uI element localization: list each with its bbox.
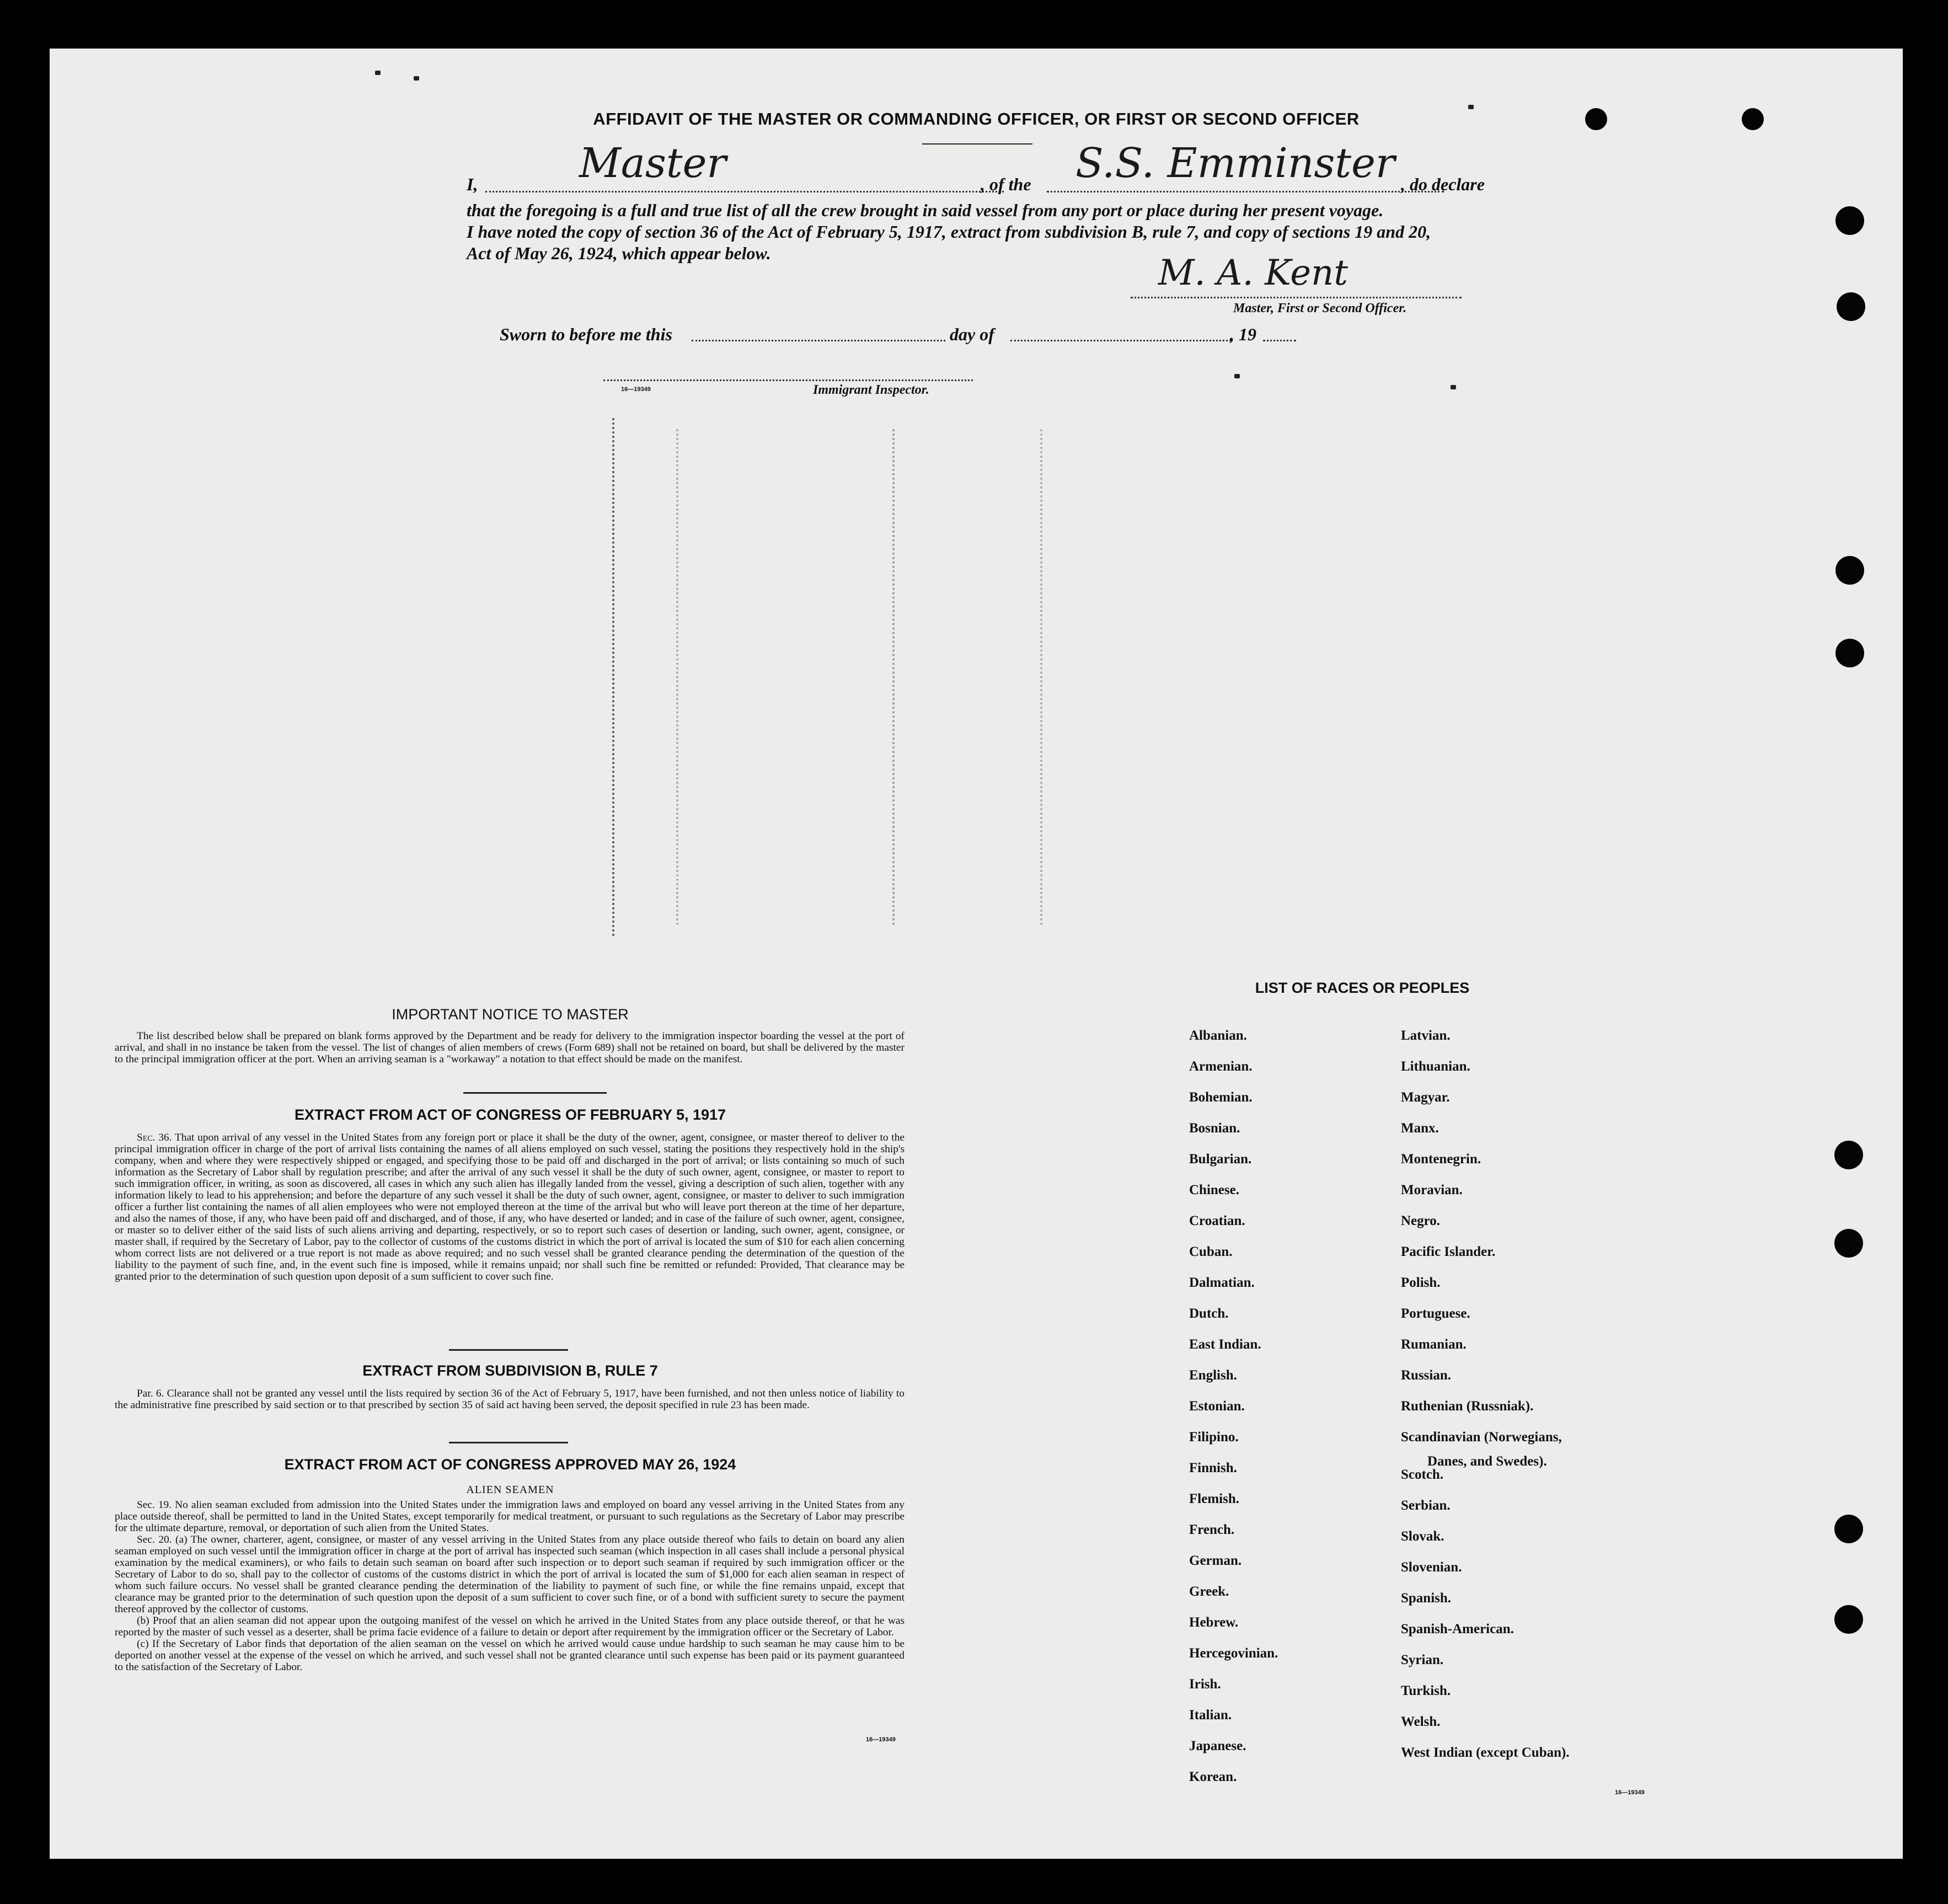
ink-speck bbox=[1234, 374, 1240, 378]
punch-hole bbox=[1835, 556, 1864, 585]
race-entry: Polish. bbox=[1401, 1275, 1441, 1290]
race-entry: Armenian. bbox=[1189, 1059, 1253, 1074]
punch-hole bbox=[1834, 1229, 1863, 1258]
form-number-left: 16—19349 bbox=[866, 1736, 896, 1743]
race-entry: Italian. bbox=[1189, 1708, 1232, 1723]
race-entry: Slovak. bbox=[1401, 1529, 1444, 1544]
vessel-field-line bbox=[1047, 191, 1444, 192]
sec-20a-text: Sec. 20. (a) The owner, charterer, agent, consignee, or master of any vessel arriving in the United States from any place outside thereof who fails to detain on board any alien seaman employed on such vessel until the immigration officer in charge at the port of arrival has inspected such seaman (which inspection in all cases shall include a personal physical examination by the medical examiners), or who fails to detain such seaman on board after such inspection or to deport such seaman if required by such immigration officer or the Secretary of Labor to do so, shall pay to the collector of customs of the customs district in which the port of arrival is located the sum of $1,000 for each alien seaman in respect of whom such failure occurs. No vessel shall be granted clearance pending the determination of the liability to payment of such fine, or while the fine remains unpaid, except that clearance may be granted prior to the determination of such question upon the deposit of a sum sufficient to cover such fine, or of a bond with sufficient surety to secure the payment thereof approved by the collector of customs. bbox=[115, 1534, 905, 1615]
race-entry: Scandinavian (Norwegians, bbox=[1401, 1430, 1562, 1445]
race-entry: English. bbox=[1189, 1368, 1237, 1383]
i-label: I, bbox=[467, 174, 478, 194]
document-page bbox=[50, 49, 1903, 1859]
race-entry: Moravian. bbox=[1401, 1183, 1463, 1197]
column-guide bbox=[892, 429, 895, 926]
punch-hole bbox=[1835, 639, 1864, 667]
sworn-label: Sworn to before me this bbox=[500, 324, 672, 344]
affidavit-line-4: Act of May 26, 1924, which appear below. bbox=[467, 243, 771, 263]
title-underline bbox=[922, 143, 1032, 145]
extract-1924-title: EXTRACT FROM ACT OF CONGRESS APPROVED MAY 26, 1924 bbox=[284, 1456, 736, 1473]
day-of-label: day of bbox=[950, 324, 994, 344]
subdivision-title: EXTRACT FROM SUBDIVISION B, RULE 7 bbox=[362, 1362, 658, 1379]
extract-1917-title: EXTRACT FROM ACT OF CONGRESS OF FEBRUARY 5, 1917 bbox=[294, 1106, 726, 1123]
race-entry: Spanish. bbox=[1401, 1591, 1452, 1606]
alien-seamen-subtitle: ALIEN SEAMEN bbox=[466, 1484, 554, 1496]
race-entry: Negro. bbox=[1401, 1213, 1441, 1228]
race-entry: Montenegrin. bbox=[1401, 1152, 1481, 1167]
affidavit-line-3: I have noted the copy of section 36 of the Act of February 5, 1917, extract from subdivision B, rule 7, and copy of sections 19 and 20, bbox=[467, 222, 1431, 242]
race-entry: Filipino. bbox=[1189, 1430, 1239, 1445]
sec-20c-text: (c) If the Secretary of Labor finds that deportation of the alien seaman on the vessel on which he arrived would cause undue hardship to such seaman he may cause him to be deported on another vessel at the expense of the vessel on which he arrived, and such vessel shall not be granted clearance until such expense has been paid or its payment guaranteed to the satisfaction of the Secretary of Labor. bbox=[115, 1638, 905, 1673]
race-entry: Cuban. bbox=[1189, 1244, 1233, 1259]
section-divider bbox=[449, 1442, 568, 1443]
ink-speck bbox=[1468, 105, 1474, 109]
race-entry: Bosnian. bbox=[1189, 1121, 1240, 1136]
ink-speck bbox=[375, 71, 381, 75]
inspector-line bbox=[603, 379, 973, 381]
race-entry: Magyar. bbox=[1401, 1090, 1450, 1105]
race-entry: Pacific Islander. bbox=[1401, 1244, 1496, 1259]
race-entry: French. bbox=[1189, 1522, 1235, 1537]
race-entry: Albanian. bbox=[1189, 1028, 1247, 1043]
sworn-day-line bbox=[692, 340, 945, 341]
notice-paragraph: The list described below shall be prepared on blank forms approved by the Department and be ready for delivery to the immigration inspector boarding the vessel at the port of arrival, and shall in no instance be taken from the vessel. The list of changes of alien members of crews (Form 689) shall not be retained on board, but shall be delivered by the master to the principal immigration officer at the port. When an arriving seaman is a "workaway" a notation to that effect should be made on the manifest. bbox=[115, 1030, 905, 1065]
column-guide bbox=[1040, 429, 1042, 926]
section-divider bbox=[463, 1092, 607, 1094]
race-entry: Rumanian. bbox=[1401, 1337, 1467, 1352]
race-entry: Spanish-American. bbox=[1401, 1622, 1514, 1636]
form-number-right: 16—19349 bbox=[1615, 1789, 1645, 1796]
race-entry: Chinese. bbox=[1189, 1183, 1239, 1197]
sec-36-label: Sec. 36. bbox=[137, 1132, 172, 1143]
race-entry: Korean. bbox=[1189, 1769, 1237, 1784]
race-entry: Bohemian. bbox=[1189, 1090, 1253, 1105]
race-entry: Slovenian. bbox=[1401, 1560, 1462, 1575]
race-entry: Latvian. bbox=[1401, 1028, 1451, 1043]
race-entry: Flemish. bbox=[1189, 1491, 1239, 1506]
race-entry: Bulgarian. bbox=[1189, 1152, 1252, 1167]
do-declare-label: , do declare bbox=[1401, 174, 1485, 194]
scandinavian-continuation: Danes, and Swedes). bbox=[1427, 1454, 1547, 1469]
of-the-label: , of the bbox=[981, 174, 1031, 194]
race-entry: Estonian. bbox=[1189, 1399, 1245, 1414]
race-entry: Manx. bbox=[1401, 1121, 1439, 1136]
extract-1917-text bbox=[115, 1132, 905, 1282]
sec-36-text: That upon arrival of any vessel in the United States from any foreign port or place it shall be the duty of the owner, agent, consignee, or master thereof to deliver to the principal immigration officer in charge of the port of arrival lists containing the names of all aliens employed on such vessel, stating the positions they respectively hold in the ship's company, when and where they were respectively shipped or engaged, and specifying those to be paid off and discharged in the port of arrival; or lists containing so much of such information as the Secretary of Labor shall by regulation prescribe; and after the arrival of any such vessel it shall be the duty of such owner, agent, consignee, or master to report to such immigration officer, in writing, as soon as discovered, all cases in which any such alien has illegally landed from the vessel, giving a description of such alien, together with any information likely to lead to his apprehension; and before the departure of any such vessel it shall be the duty of such owner, agent, consignee, or master to deliver to such immigration officer a further list containing the names of all alien employees who were not employed thereon at the time of the arrival but who will leave port thereon at the time of her departure, and also the names of those, if any, who have been paid off and discharged, and of those, if any, who have deserted or landed; and in case of the failure of such owner, agent, consignee, or master so to deliver either of the said lists of such aliens arriving and departing, respectively, or so to report such cases of desertion or landing, such owner, agent, consignee, or master shall, if required by the Secretary of Labor, pay to the collector of customs of the customs district in which the port of arrival is located the sum of $10 for each alien concerning whom correct lists are not delivered or a true report is not made as above required; and no such vessel shall be granted clearance pending the determination of the question of the liability to the payment of such fine, and, in the event such fine is imposed, while it remains unpaid; nor shall such fine be remitted or refunded: Provided, That clearance may be granted prior to the determination of such question upon deposit of a sum sufficient to cover such fine. bbox=[115, 1132, 905, 1282]
year-label: , 19 bbox=[1230, 324, 1256, 344]
officer-field-value[interactable]: Master bbox=[579, 140, 726, 187]
punch-hole bbox=[1834, 1515, 1863, 1543]
sec-20b-text: (b) Proof that an alien seaman did not appear upon the outgoing manifest of the vessel on which he arrived in the United States from any place outside thereof, or that he was reported by the master of such vessel as a deserter, shall be prima facie evidence of a failure to detain or deport after requirement by the immigration officer or the Secretary of Labor. bbox=[115, 1615, 905, 1638]
affidavit-line-2: that the foregoing is a full and true list of all the crew brought in said vessel from any port or place during her present voyage. bbox=[467, 200, 1384, 220]
races-title: LIST OF RACES OR PEOPLES bbox=[1255, 980, 1470, 996]
section-divider bbox=[449, 1349, 568, 1351]
race-entry: Portuguese. bbox=[1401, 1306, 1470, 1321]
par-6-text: Par. 6. Clearance shall not be granted any vessel until the lists required by section 36 of the Act of February 5, 1917, have been furnished, and not then unless notice of liability to the administrative fine prescribed by said section or to that prescribed by section 35 of said act having been served, the deposit specified in rule 23 has been made. bbox=[115, 1388, 905, 1411]
race-entry: Lithuanian. bbox=[1401, 1059, 1470, 1074]
race-entry: Syrian. bbox=[1401, 1652, 1444, 1667]
race-entry: Finnish. bbox=[1189, 1461, 1237, 1475]
notice-title: IMPORTANT NOTICE TO MASTER bbox=[392, 1006, 629, 1023]
race-entry: Dutch. bbox=[1189, 1306, 1229, 1321]
signature-caption: Master, First or Second Officer. bbox=[1233, 301, 1407, 315]
race-entry: Hebrew. bbox=[1189, 1615, 1239, 1630]
race-entry: East Indian. bbox=[1189, 1337, 1261, 1352]
signature-line bbox=[1131, 297, 1462, 298]
subdivision-text bbox=[115, 1388, 905, 1411]
race-entry: Dalmatian. bbox=[1189, 1275, 1255, 1290]
race-entry: Ruthenian (Russniak). bbox=[1401, 1399, 1534, 1414]
inspector-caption: Immigrant Inspector. bbox=[813, 383, 929, 397]
form-number-top: 16—19349 bbox=[621, 386, 651, 393]
race-entry: Welsh. bbox=[1401, 1714, 1441, 1729]
race-entry: West Indian (except Cuban). bbox=[1401, 1745, 1570, 1760]
race-entry: Hercegovinian. bbox=[1189, 1646, 1278, 1661]
punch-hole bbox=[1835, 206, 1864, 235]
sworn-year-line bbox=[1263, 340, 1296, 341]
race-entry: Greek. bbox=[1189, 1584, 1229, 1599]
ink-speck bbox=[414, 76, 419, 81]
punch-hole bbox=[1837, 292, 1865, 321]
affidavit-title: AFFIDAVIT OF THE MASTER OR COMMANDING OFFICER, OR FIRST OR SECOND OFFICER bbox=[593, 109, 1360, 129]
race-entry: Japanese. bbox=[1189, 1739, 1246, 1753]
race-entry: Turkish. bbox=[1401, 1683, 1451, 1698]
column-guide bbox=[676, 429, 678, 926]
race-entry: Irish. bbox=[1189, 1677, 1221, 1692]
officer-signature: M. A. Kent bbox=[1158, 253, 1348, 293]
race-entry: Serbian. bbox=[1401, 1498, 1451, 1513]
race-entry: Russian. bbox=[1401, 1368, 1452, 1383]
punch-hole bbox=[1834, 1605, 1863, 1634]
notice-text bbox=[115, 1030, 905, 1065]
sworn-month-line bbox=[1010, 340, 1231, 341]
extract-1924-text bbox=[115, 1499, 905, 1673]
ink-speck bbox=[1451, 385, 1456, 389]
column-guide bbox=[612, 418, 614, 937]
punch-hole bbox=[1834, 1141, 1863, 1169]
sec-19-text: Sec. 19. No alien seaman excluded from admission into the United States under the immigration laws and employed on board any vessel arriving in the United States from any place outside thereof, shall be permitted to land in the United States, except temporarily for medical treatment, or pursuant to such regulations as the Secretary of Labor may prescribe for the ultimate departure, removal, or deportation of such alien from the United States. bbox=[115, 1499, 905, 1534]
officer-field-line bbox=[485, 191, 1004, 192]
race-entry: Croatian. bbox=[1189, 1213, 1245, 1228]
vessel-field-value[interactable]: S.S. Emminster bbox=[1075, 140, 1395, 187]
race-entry: German. bbox=[1189, 1553, 1242, 1568]
race-entry: Scotch. bbox=[1401, 1467, 1444, 1482]
